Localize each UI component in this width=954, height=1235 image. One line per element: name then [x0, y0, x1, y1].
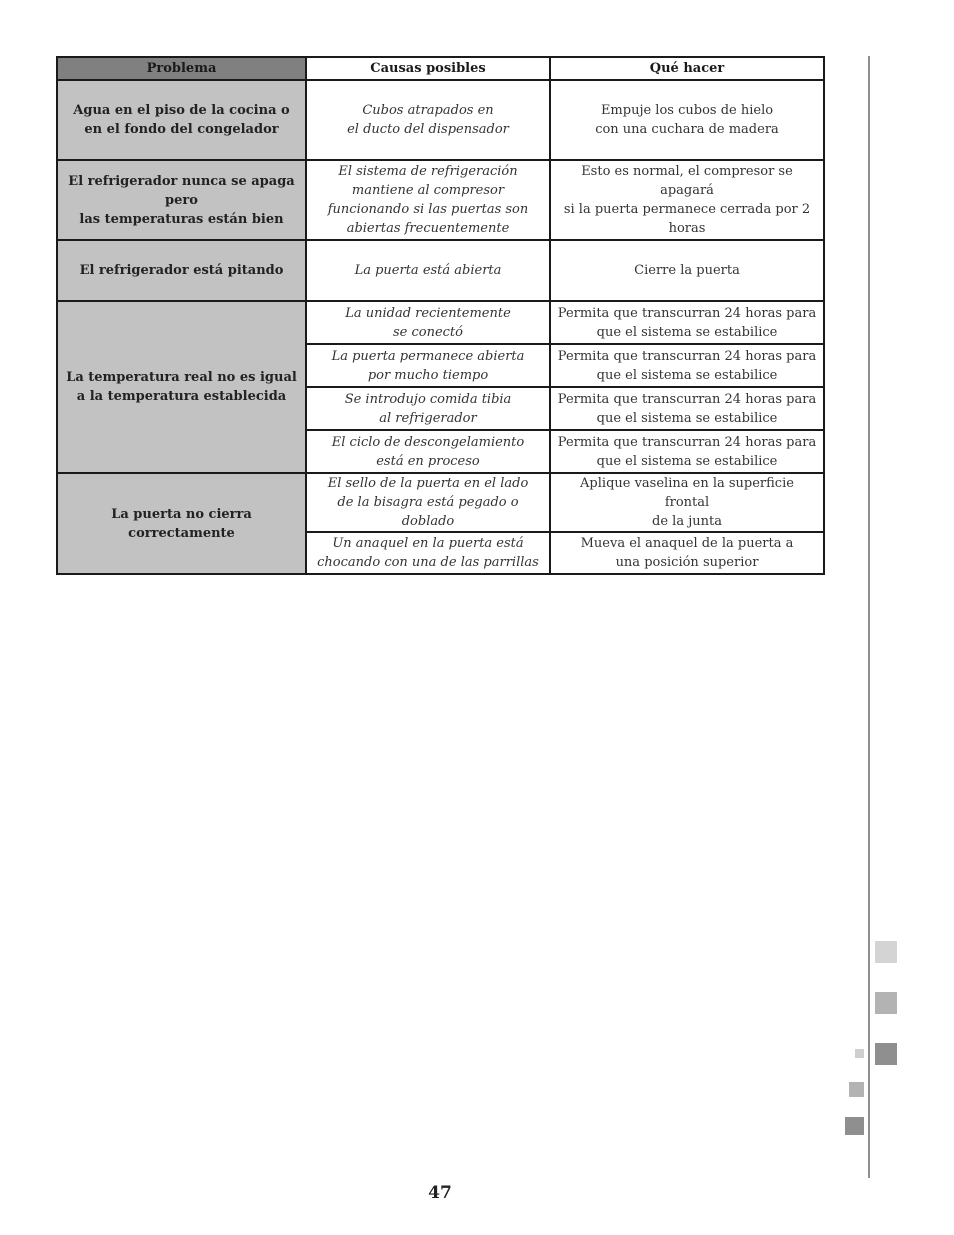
table-row	[57, 301, 824, 344]
action-cell: Permita que transcurran 24 horas para que el sistema se estabilice	[550, 430, 824, 473]
header-causes: Causas posibles	[306, 57, 550, 80]
table-row	[57, 473, 824, 532]
cause-cell: La puerta permanece abierta por mucho tiempo	[306, 344, 550, 387]
action-cell: Esto es normal, el compresor se apagará si la puerta permanece cerrada por 2 horas	[550, 160, 824, 240]
table-header-row	[57, 57, 824, 80]
action-cell: Cierre la puerta	[550, 240, 824, 301]
cause-cell: Un anaquel en la puerta está chocando con una de las parrillas	[306, 532, 550, 574]
troubleshooting-table	[56, 56, 825, 575]
action-cell: Aplique vaselina en la superficie frontal de la junta	[550, 473, 824, 532]
cause-cell: El sello de la puerta en el lado de la bisagra está pegado o doblado	[306, 473, 550, 532]
action-cell: Permita que transcurran 24 horas para que el sistema se estabilice	[550, 301, 824, 344]
table-row	[57, 80, 824, 160]
problem-cell: El refrigerador nunca se apaga pero las temperaturas están bien	[57, 160, 306, 240]
action-cell: Permita que transcurran 24 horas para que el sistema se estabilice	[550, 344, 824, 387]
table-row	[57, 160, 824, 240]
action-cell: Empuje los cubos de hielo con una cuchara de madera	[550, 80, 824, 160]
cause-cell: El sistema de refrigeración mantiene al compresor funcionando si las puertas son abiertas frecuentemente	[306, 160, 550, 240]
action-cell: Permita que transcurran 24 horas para que el sistema se estabilice	[550, 387, 824, 430]
action-cell: Mueva el anaquel de la puerta a una posición superior	[550, 532, 824, 574]
cause-cell: Se introdujo comida tibia al refrigerador	[306, 387, 550, 430]
page-number: 47	[428, 1183, 452, 1203]
problem-cell: Agua en el piso de la cocina o en el fondo del congelador	[57, 80, 306, 160]
side-tab-marker	[875, 1043, 897, 1065]
header-actions: Qué hacer	[550, 57, 824, 80]
side-dot-marker	[855, 1049, 864, 1058]
side-tab-marker	[875, 941, 897, 963]
problem-cell: El refrigerador está pitando	[57, 240, 306, 301]
problem-cell: La puerta no cierra correctamente	[57, 473, 306, 574]
problem-cell: La temperatura real no es igual a la temperatura establecida	[57, 301, 306, 473]
header-problem: Problema	[57, 57, 306, 80]
side-tab-marker	[875, 992, 897, 1014]
side-dot-marker	[849, 1082, 864, 1097]
cause-cell: Cubos atrapados en el ducto del dispensador	[306, 80, 550, 160]
side-dot-marker	[845, 1117, 864, 1135]
cause-cell: La unidad recientemente se conectó	[306, 301, 550, 344]
side-rule	[868, 56, 870, 1178]
cause-cell: La puerta está abierta	[306, 240, 550, 301]
table-row	[57, 240, 824, 301]
cause-cell: El ciclo de descongelamiento está en proceso	[306, 430, 550, 473]
